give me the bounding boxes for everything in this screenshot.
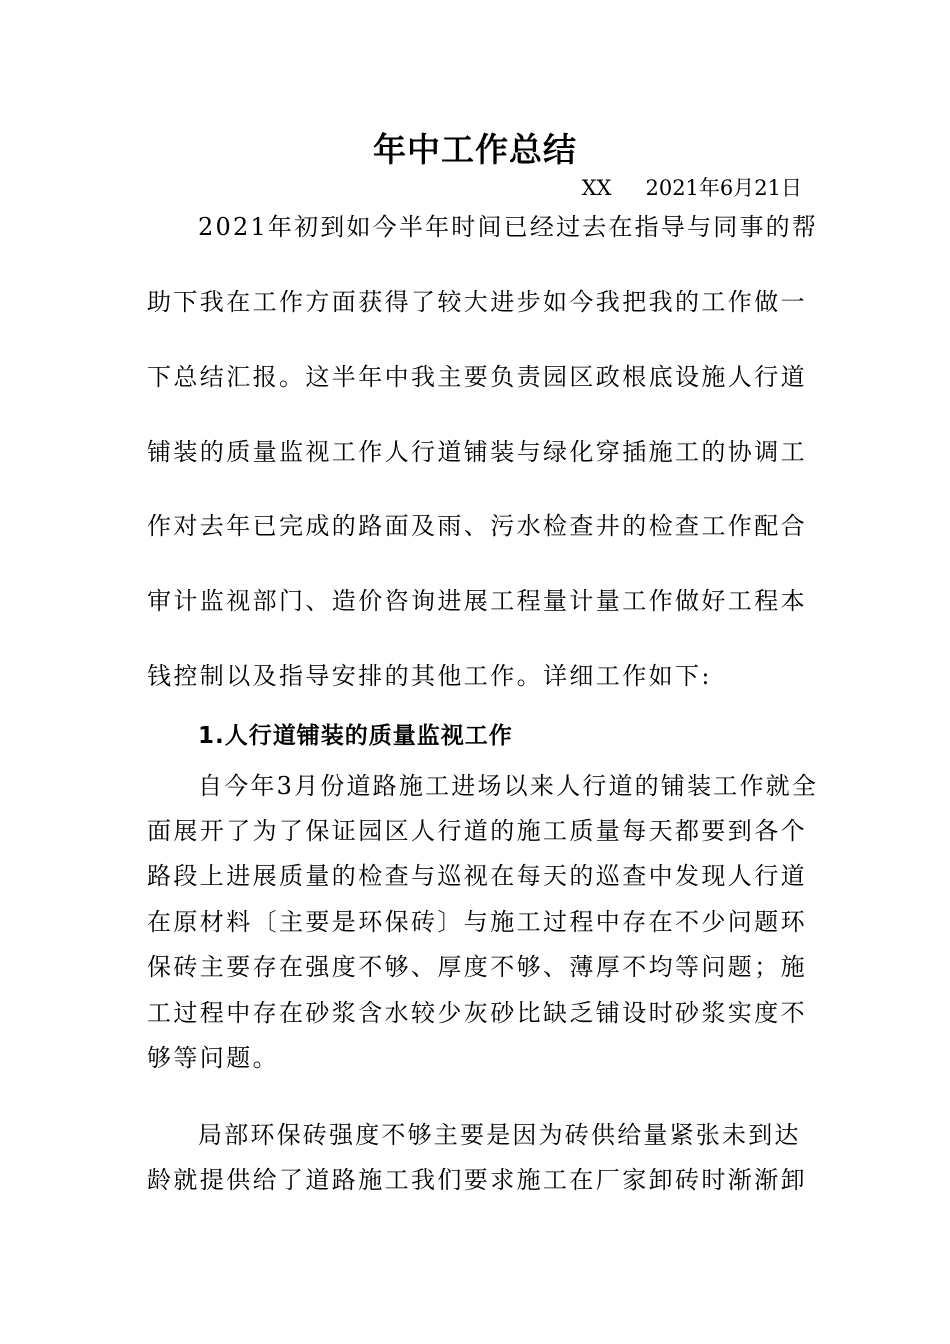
- author-date-line: [582, 175, 802, 201]
- body-line: 够等问题。: [147, 1044, 279, 1072]
- intro-line: 2021年初到如今半年时间已经过去在指导与同事的帮: [198, 213, 819, 241]
- intro-line: 助下我在工作方面获得了较大进步如今我把我的工作做一: [147, 288, 807, 316]
- body-line: 保砖主要存在强度不够、厚度不够、薄厚不均等问题；施: [147, 953, 807, 981]
- body-line: 龄就提供给了道路施工我们要求施工在厂家卸砖时渐渐卸: [147, 1166, 807, 1194]
- body-line: 工过程中存在砂浆含水较少灰砂比缺乏铺设时砂浆实度不: [147, 999, 807, 1027]
- intro-line: 铺装的质量监视工作人行道铺装与绿化穿插施工的协调工: [147, 438, 807, 466]
- body-line: 面展开了为了保证园区人行道的施工质量每天都要到各个: [147, 817, 807, 845]
- body-line: 路段上进展质量的检查与巡视在每天的巡查中发现人行道: [147, 862, 807, 890]
- intro-line: 作对去年已完成的路面及雨、污水检查井的检查工作配合: [147, 512, 807, 540]
- document-title: 年中工作总结: [373, 130, 577, 169]
- intro-line: 审计监视部门、造价咨询进展工程量计量工作做好工程本: [147, 587, 807, 615]
- body-line: 局部环保砖强度不够主要是因为砖供给量紧张未到达: [198, 1121, 801, 1149]
- author-name: XX: [581, 176, 612, 200]
- intro-line: 下总结汇报。这半年中我主要负责园区政根底设施人行道: [147, 363, 807, 391]
- intro-line: 钱控制以及指导安排的其他工作。详细工作如下:: [147, 662, 712, 690]
- body-line: 自今年3月份道路施工进场以来人行道的铺装工作就全: [198, 772, 819, 800]
- document-date: 2021年6月21日: [645, 176, 802, 200]
- body-line: 在原材料〔主要是环保砖〕与施工过程中存在不少问题环: [147, 908, 807, 936]
- section-heading: 1.人行道铺装的质量监视工作: [198, 723, 513, 749]
